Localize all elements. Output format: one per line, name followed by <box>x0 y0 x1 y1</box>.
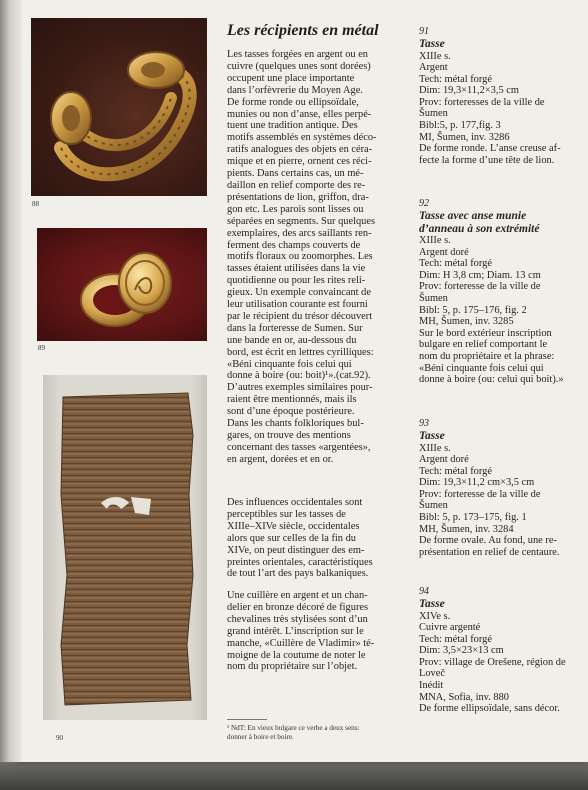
text-line: chevalines très stylisées sont d’un <box>227 613 368 625</box>
entry-line: Šumen <box>419 108 448 120</box>
entry-line: MI, Šumen, inv. 3286 <box>419 131 510 143</box>
text-line: donner à boire et boire. <box>227 733 294 741</box>
text-line: bord, est écrit en lettres cyrilliques: <box>227 346 374 358</box>
catalog-entry-91 <box>419 26 584 166</box>
text-line: ratifs analogues des objets en céra- <box>227 144 373 156</box>
text-line: delier en bronze décoré de figures <box>227 601 369 613</box>
photo-textile <box>43 375 207 720</box>
entry-title: d’anneau à son extrémité <box>419 222 540 235</box>
text-line: gares, on trouve des mentions <box>227 430 351 441</box>
footnote <box>227 724 407 742</box>
text-line: munies ou non d’anse, elles perpé- <box>227 108 372 120</box>
section-title: Les récipients en métal <box>227 22 379 39</box>
entry-line: De forme ronde. L’anse creuse af- <box>419 143 561 155</box>
text-line: exemplaires, des arcs saillants ren- <box>227 227 372 239</box>
entry-line: Tech: métal forgé <box>419 633 492 645</box>
text-line: séparées en segments. Sur quelques <box>227 215 376 227</box>
entry-line: Prov: village de Orešene, région de <box>419 656 566 668</box>
text-line: De forme ronde ou ellipsoïdale, <box>227 96 359 108</box>
entry-line: Cuivre argenté <box>419 622 481 634</box>
entry-line: XIIIe s. <box>419 235 451 246</box>
text-line: de tout l’art des pays balkaniques. <box>227 568 369 580</box>
entry-line: Argent <box>419 62 448 74</box>
text-line: preintes orientales, caractéristiques <box>227 556 373 568</box>
entry-title: Tasse <box>419 430 445 442</box>
text-line: grand intérêt. L’inscription sur le <box>227 625 364 637</box>
text-line: Une cuillère en argent et un chan- <box>227 590 368 601</box>
entry-number: 92 <box>419 198 429 209</box>
entry-line: fecte la forme d’une tête de lion. <box>419 154 555 166</box>
entry-number: 93 <box>419 418 429 429</box>
figure-number-90: 90 <box>56 734 63 742</box>
text-line: XIVe, on peut distinguer des em- <box>227 544 365 556</box>
entry-line: Tech: métal forgé <box>419 73 492 85</box>
text-line: présentations de lion, griffon, dra- <box>227 191 369 203</box>
text-line: nom du propriétaire sur l’objet. <box>227 661 358 673</box>
photo-ring <box>37 228 207 341</box>
catalog-entry-92 <box>419 198 584 386</box>
text-line: manche, «Cuillère de Vladimir» té- <box>227 637 375 649</box>
figure-number-89: 89 <box>38 344 45 352</box>
entry-title: Tasse <box>419 38 445 50</box>
entry-line: XIVe s. <box>419 610 451 622</box>
text-line: daillon en relief comporte des re- <box>227 179 366 191</box>
entry-line: «Béni cinquante fois celui qui <box>419 362 544 374</box>
entry-line: MH, Šumen, inv. 3285 <box>419 316 514 328</box>
entry-line: MNA, Sofia, inv. 880 <box>419 691 509 703</box>
text-line: tuent une tradition antique. Des <box>227 120 358 132</box>
text-line: Les tasses forgées en argent ou en <box>227 49 368 60</box>
text-line: occupent une place importante <box>227 72 355 84</box>
text-line: dans la forteresse de Sumen. Sur <box>227 322 363 334</box>
entry-line: Tech: métal forgé <box>419 258 492 270</box>
entry-line: XIIIe s. <box>419 442 451 454</box>
text-line: raient être mentionnés, mais ils <box>227 394 357 406</box>
page-edge <box>0 0 22 762</box>
entry-line: Bibl: 5, p. 175–176, fig. 2 <box>419 304 527 316</box>
text-line: sont d’une époque postérieure. <box>227 406 355 418</box>
entry-line: De forme ellipsoïdale, sans décor. <box>419 703 560 715</box>
text-line: par le récipient du trésor découvert <box>227 310 373 322</box>
entry-line: Argent doré <box>419 246 469 258</box>
catalog-entry-94 <box>419 586 584 715</box>
entry-line: Šumen <box>419 292 448 304</box>
entry-number: 91 <box>419 26 429 37</box>
text-line: alors que sur celles de la fin du <box>227 532 356 544</box>
entry-line: Loveč <box>419 668 445 680</box>
table-surface <box>0 762 588 790</box>
entry-line: Dim: 3,5×23×13 cm <box>419 645 504 657</box>
entry-line: Sur le bord extérieur inscription <box>419 327 552 339</box>
text-line: en argent, dorées et en or. <box>227 453 334 465</box>
text-line: ¹ NdT: En vieux bulgare ce verbe a deux sens: <box>227 724 360 732</box>
entry-line: Tech: métal forgé <box>419 465 492 477</box>
entry-line: Dim: 19,3×11,2×3,5 cm <box>419 85 519 97</box>
entry-line: De forme ovale. Au fond, une re- <box>419 535 557 547</box>
entry-line: Dim: 19,3×11,2 cm×3,5 cm <box>419 477 535 489</box>
entry-line: Bibl: 5, p. 173–175, fig. 1 <box>419 512 527 524</box>
text-line: «Béni cinquante fois celui qui <box>227 358 352 370</box>
text-line: mique et en pierre, ornent ces réci- <box>227 156 372 168</box>
entry-line: Šumen <box>419 500 448 512</box>
entry-line: présentation en relief de centaure. <box>419 546 560 558</box>
entry-title: Tasse avec anse munie <box>419 210 527 222</box>
text-line: Dans les chants folkloriques bul- <box>227 418 364 430</box>
entry-number: 94 <box>419 586 429 597</box>
figure-number-88: 88 <box>32 200 39 208</box>
entry-line: Dim: H 3,8 cm; Diam. 13 cm <box>419 269 541 281</box>
text-line: gieux. Un exemple convaincant de <box>227 287 371 299</box>
text-line: ferment des champs couverts de <box>227 239 361 251</box>
text-line: cuivre (quelques unes sont dorées) <box>227 60 371 72</box>
photo-bracelet <box>31 18 207 196</box>
entry-line: Bibl:5, p. 177,fig. 3 <box>419 120 501 132</box>
text-line: concernant des tasses «argentées», <box>227 441 371 453</box>
text-line: quotidienne ou pour les rites reli- <box>227 275 366 287</box>
text-line: moigne de la coutume de noter le <box>227 649 366 661</box>
entry-line: Prov: forteresse de la ville de <box>419 488 541 500</box>
text-line: perceptibles sur les tasses de <box>227 508 346 520</box>
entry-line: Prov: forteresse de la ville de <box>419 281 541 293</box>
text-line: une bande en or, au-dessous du <box>227 334 357 346</box>
entry-line: bulgare en relief comportant le <box>419 339 548 351</box>
entry-line: nom du propriétaire et la phrase: <box>419 350 555 362</box>
text-line: leur utilisation courante est fourni <box>227 299 368 311</box>
entry-line: MH, Šumen, inv. 3284 <box>419 523 514 535</box>
body-paragraph-1 <box>227 49 415 466</box>
text-line: pients. Dans certains cas, un mé- <box>227 168 364 180</box>
text-line: motifs assemblés en systèmes déco- <box>227 132 377 144</box>
text-line: D’autres exemples similaires pour- <box>227 382 373 394</box>
text-line: dans l’orfèvrerie du Moyen Age. <box>227 84 363 96</box>
footnote-rule <box>227 719 267 720</box>
text-line: tasses étaient utilisées dans la vie <box>227 263 366 275</box>
text-line: Des influences occidentales sont <box>227 497 363 508</box>
entry-line: Prov: forteresses de la ville de <box>419 96 545 108</box>
text-line: donne à boire (ou: boit)¹».(cat.92). <box>227 370 371 382</box>
catalog-entry-93 <box>419 418 584 558</box>
text-line: gon etc. Les parois sont lisses ou <box>227 203 364 215</box>
entry-line: donne à boire (ou: celui qui boit).» <box>419 374 564 386</box>
entry-title: Tasse <box>419 598 445 610</box>
entry-line: XIIIe s. <box>419 50 451 62</box>
body-paragraph-3 <box>227 590 415 673</box>
text-line: motifs floraux ou zoomorphes. Les <box>227 251 373 263</box>
entry-line: Inédit <box>419 680 444 692</box>
body-paragraph-2 <box>227 497 415 580</box>
text-line: XIIIe–XIVe siècle, occidentales <box>227 520 360 532</box>
entry-line: Argent doré <box>419 454 469 466</box>
